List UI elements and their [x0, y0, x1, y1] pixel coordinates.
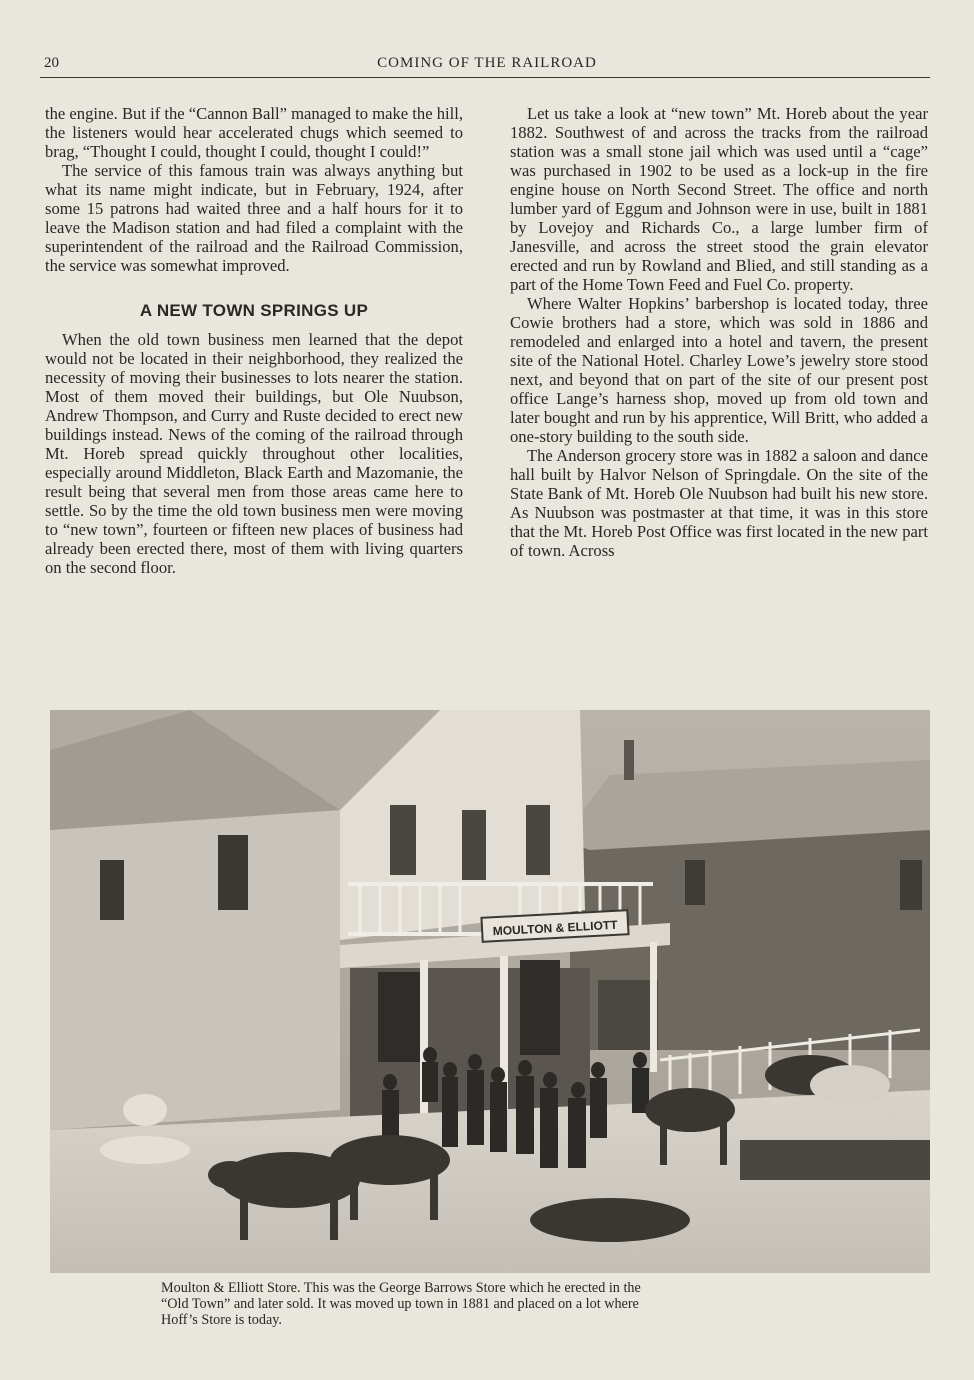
- caption-line-2: “Old Town” and later sold. It was moved up town in 1881 and placed on a lot where: [161, 1296, 639, 1312]
- store-photograph: [50, 710, 930, 1273]
- page-number: 20: [44, 55, 59, 71]
- photo-caption: [161, 1280, 821, 1328]
- right-paragraph-1: Let us take a look at “new town” Mt. Horeb about the year 1882. Southwest of and across the tracks from the railroad station was a small stone jail which was used until a “cage” was purchased in 1902 to be used as a lock-up in the fire engine house on North Second Street. The office and north lumber yard of Eggum and Johnson were in use, built in 1881 by Lovejoy and Richards Co., a large lumber firm of Janesville, and across the street stood the grain elevator erected and run by Rowland and Blied, and still standing as a part of the Home Town Feed and Fuel Co. property.: [510, 104, 928, 294]
- left-column: [45, 104, 463, 577]
- right-paragraph-3: The Anderson grocery store was in 1882 a saloon and dance hall built by Halvor Nelson of Springdale. On the site of the State Bank of Mt. Horeb Ole Nuubson had built his new store. As Nuubson was postmaster at that time, it was in this store that the Mt. Horeb Post Office was first located in the new part of town. Across: [510, 446, 928, 560]
- running-title: COMING OF THE RAILROAD: [377, 55, 597, 71]
- caption-line-1: Moulton & Elliott Store. This was the George Barrows Store which he erected in the: [161, 1280, 641, 1296]
- right-building: [560, 740, 930, 1050]
- right-column: [510, 104, 928, 560]
- header-rule: [40, 77, 930, 78]
- right-paragraph-2: Where Walter Hopkins’ barbershop is located today, three Cowie brothers had a store, which was sold in 1886 and remodeled and enlarged into a hotel and tavern, the present site of the National Hotel. Charley Lowe’s jewelry store stood next, and beyond that on part of the site of our present post office Lange’s harness shop, moved up from old town and later bought and run by his apprentice, Will Britt, who added a one-story building to the south side.: [510, 294, 928, 446]
- caption-line-3: Hoff’s Store is today.: [161, 1312, 282, 1328]
- svg-text:MOULTON & ELLIOTT: MOULTON & ELLIOTT: [492, 917, 618, 939]
- left-paragraph-2: The service of this famous train was always anything but what its name might indicate, but in February, 1924, after some 15 patrons had waited three and a half hours for it to leave the Madison station and had filed a complaint with the superintendent of the railroad and the Railroad Commission, the service was somewhat improved.: [45, 161, 463, 275]
- section-heading: A NEW TOWN SPRINGS UP: [139, 301, 369, 320]
- left-paragraph-3: When the old town business men learned that the depot would not be located in their neighborhood, they realized the necessity of moving their businesses to lots nearer the station. Most of them moved their buildings, but Ole Nuubson, Andrew Thompson, and Curry and Ruste decided to erect new buildings instead. News of the coming of the railroad through Mt. Horeb spread quickly throughout other localities, especially around Middleton, Black Earth and Mazomanie, the result being that several men from those areas came here to settle. So by the time the old town business men were moving to “new town”, fourteen or fifteen new places of business had already been erected there, most of them with living quarters on the second floor.: [45, 330, 463, 577]
- left-paragraph-1: the engine. But if the “Cannon Ball” managed to make the hill, the listeners would hear accelerated chugs which seemed to brag, “Thought I could, thought I could, thought I could!”: [45, 104, 463, 161]
